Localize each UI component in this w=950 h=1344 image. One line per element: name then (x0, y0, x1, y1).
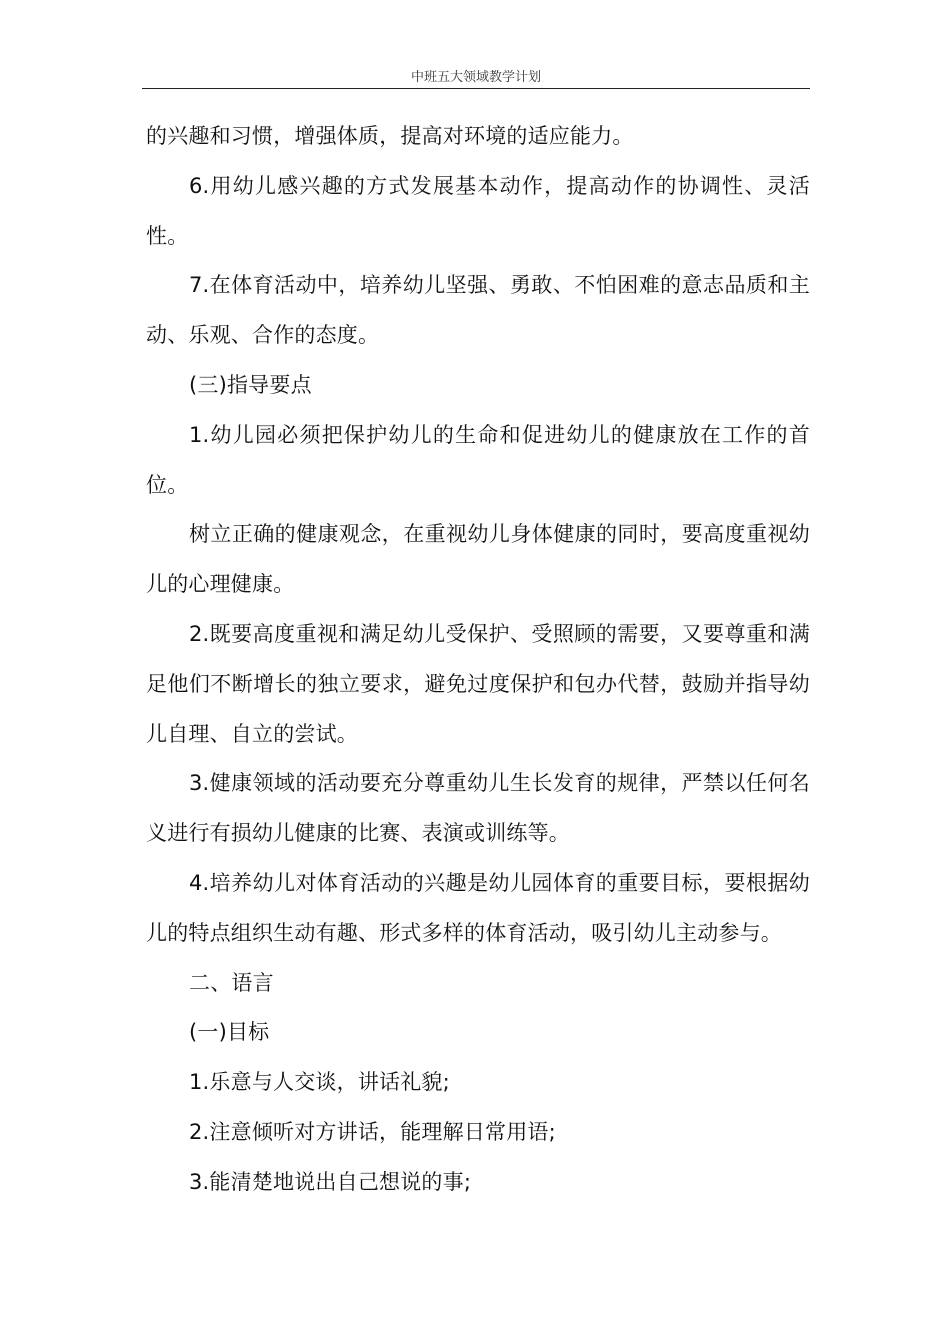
paragraph: 的兴趣和习惯，增强体质，提高对环境的适应能力。 (146, 124, 634, 148)
paragraph: 2.既要高度重视和满足幼儿受保护、受照顾的需要，又要尊重和满足他们不断增长的独立要求，避免过度保护和包办代替，鼓励并指导幼儿自理、自立的尝试。 (146, 621, 810, 746)
document-body (146, 112, 810, 1208)
paragraph: 4.培养幼儿对体育活动的兴趣是幼儿园体育的重要目标，要根据幼儿的特点组织生动有趣、形式多样的体育活动，吸引幼儿主动参与。 (146, 870, 810, 945)
paragraph: 3.健康领域的活动要充分尊重幼儿生长发育的规律，严禁以任何名义进行有损幼儿健康的比赛、表演或训练等。 (146, 771, 810, 846)
paragraph: 7.在体育活动中，培养幼儿坚强、勇敢、不怕困难的意志品质和主动、乐观、合作的态度。 (146, 273, 810, 348)
list-item: 1.乐意与人交谈，讲话礼貌; (189, 1070, 450, 1095)
list-item: 3.能清楚地说出自己想说的事; (189, 1169, 472, 1194)
paragraph: 6.用幼儿感兴趣的方式发展基本动作，提高动作的协调性、灵活性。 (146, 173, 810, 248)
section-heading: (一)目标 (189, 1020, 270, 1045)
section-heading: (三)指导要点 (189, 372, 312, 397)
section-heading: 二、语言 (189, 970, 274, 995)
paragraph: 1.幼儿园必须把保护幼儿的生命和促进幼儿的健康放在工作的首位。 (146, 422, 810, 497)
header-divider (142, 88, 810, 89)
page-header-title: 中班五大领域教学计划 (410, 70, 541, 85)
list-item: 2.注意倾听对方讲话，能理解日常用语; (189, 1119, 556, 1144)
paragraph: 树立正确的健康观念，在重视幼儿身体健康的同时，要高度重视幼儿的心理健康。 (146, 522, 810, 597)
